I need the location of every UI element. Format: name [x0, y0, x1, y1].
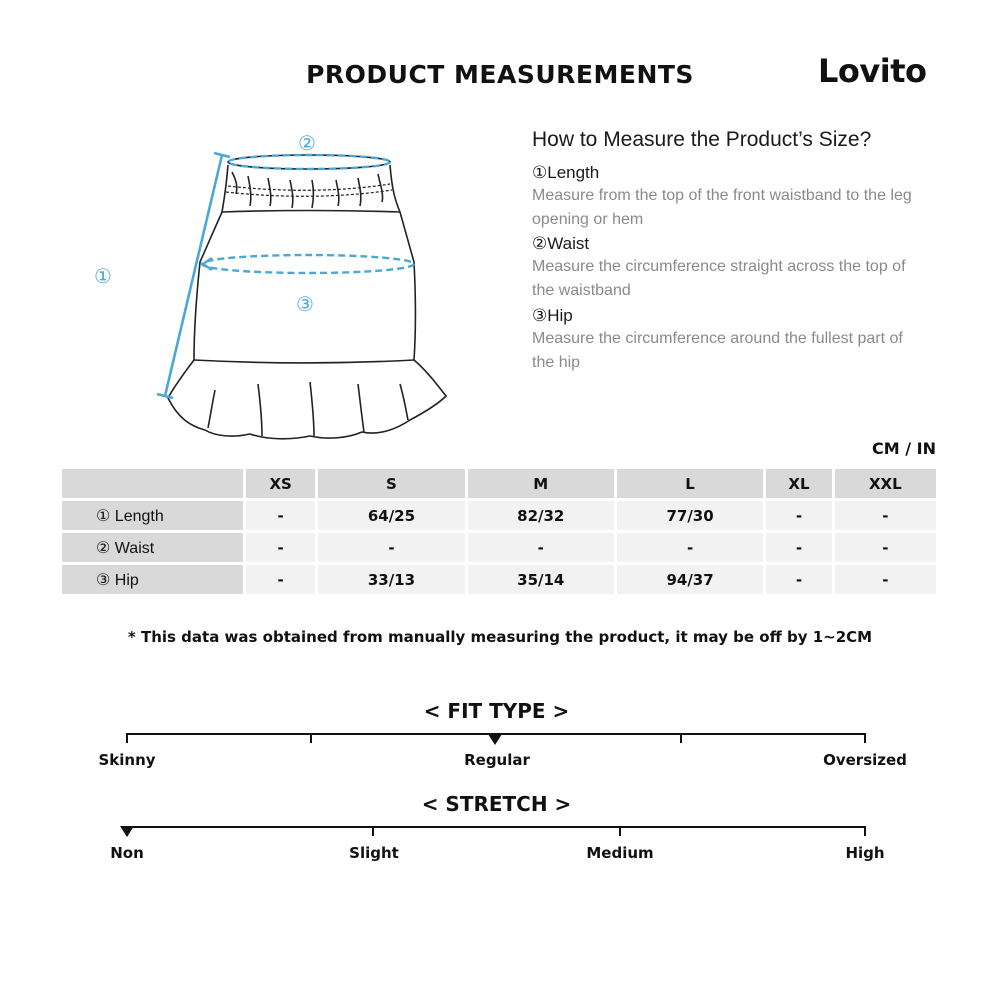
- column-header: XXL: [835, 469, 936, 498]
- diagram-label-length: ①: [94, 264, 112, 288]
- guide-heading: ①Length: [532, 163, 600, 182]
- stretch-label-high: High: [845, 844, 885, 862]
- skirt-diagram: [80, 120, 460, 450]
- table-cell: 77/30: [617, 501, 763, 530]
- stretch-tick: [619, 826, 621, 836]
- row-label: ③ Hip: [62, 565, 243, 594]
- fit-type-tick: [680, 733, 682, 743]
- fit-type-label-skinny: Skinny: [98, 751, 156, 769]
- guide-heading: ③Hip: [532, 306, 573, 325]
- stretch-title: < STRETCH >: [421, 792, 572, 816]
- guide-description: Measure the circumference around the fullest part of the hip: [532, 330, 903, 371]
- fit-type-tick: [864, 733, 866, 743]
- table-cell: -: [835, 501, 936, 530]
- diagram-label-waist: ②: [298, 131, 316, 155]
- fit-type-label-regular: Regular: [464, 751, 530, 769]
- table-cell: 64/25: [318, 501, 464, 530]
- table-cell: -: [835, 533, 936, 562]
- column-header: S: [318, 469, 464, 498]
- hip-measure-ellipse: [202, 255, 414, 273]
- column-header: L: [617, 469, 763, 498]
- stretch-label-medium: Medium: [586, 844, 654, 862]
- waist-stitching: [228, 184, 390, 190]
- stretch-label-non: Non: [110, 844, 144, 862]
- table-cell: -: [766, 533, 831, 562]
- hip-arrow-icon: [203, 258, 212, 270]
- table-corner-cell: [62, 469, 243, 498]
- table-cell: 82/32: [468, 501, 614, 530]
- unit-label: CM / IN: [872, 439, 936, 458]
- fit-type-title: < FIT TYPE >: [423, 699, 570, 723]
- guide-item-hip: [532, 305, 922, 375]
- stretch-tick: [864, 826, 866, 836]
- guide-item-length: [532, 162, 922, 232]
- column-header: M: [468, 469, 614, 498]
- guide-description: Measure the circumference straight across the top of the waistband: [532, 258, 906, 299]
- guide-description: Measure from the top of the front waistband to the leg opening or hem: [532, 187, 912, 228]
- page-title: PRODUCT MEASUREMENTS: [306, 60, 694, 89]
- stretch-scale-line: [126, 826, 866, 828]
- table-row: [62, 501, 936, 530]
- table-cell: -: [318, 533, 464, 562]
- waist-measure-ellipse: [228, 155, 390, 169]
- stretch-label-slight: Slight: [349, 844, 399, 862]
- brand-logo: Lovito: [818, 52, 927, 90]
- row-label: ① Length: [62, 501, 243, 530]
- column-header: XL: [766, 469, 831, 498]
- size-chart-table: [59, 466, 939, 597]
- table-row: [62, 533, 936, 562]
- column-header: XS: [246, 469, 315, 498]
- table-cell: -: [246, 501, 315, 530]
- row-label: ② Waist: [62, 533, 243, 562]
- table-cell: -: [766, 565, 831, 594]
- table-cell: -: [468, 533, 614, 562]
- table-cell: -: [766, 501, 831, 530]
- table-cell: -: [246, 533, 315, 562]
- fit-type-marker-icon: [488, 734, 502, 745]
- diagram-label-hip: ③: [296, 292, 314, 316]
- guide-item-waist: [532, 233, 922, 303]
- measurement-note: * This data was obtained from manually measuring the product, it may be off by 1~2CM: [127, 628, 873, 646]
- fit-type-label-oversized: Oversized: [823, 751, 907, 769]
- table-cell: -: [617, 533, 763, 562]
- fit-type-tick: [126, 733, 128, 743]
- table-cell: -: [835, 565, 936, 594]
- stretch-marker-icon: [120, 826, 134, 837]
- guide-heading: ②Waist: [532, 234, 590, 253]
- table-cell: 35/14: [468, 565, 614, 594]
- table-cell: 94/37: [617, 565, 763, 594]
- measure-guide-title: How to Measure the Product’s Size?: [532, 128, 872, 151]
- table-cell: 33/13: [318, 565, 464, 594]
- table-cell: -: [246, 565, 315, 594]
- stretch-tick: [372, 826, 374, 836]
- table-header-row: [62, 469, 936, 498]
- fit-type-tick: [310, 733, 312, 743]
- table-row: [62, 565, 936, 594]
